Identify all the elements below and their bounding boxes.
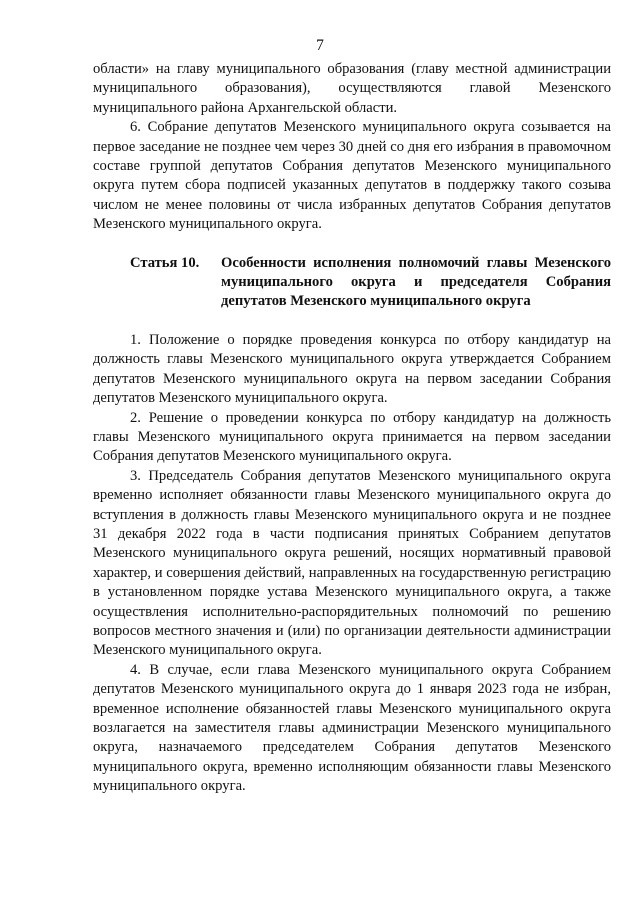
paragraph-item-4: 4. В случае, если глава Мезенского муниципального округа Собранием депутатов Мезенского муниципального округа до 1 января 2023 года не избран, временное исполнение обязанностей главы Мезенского муниципального округа возлагается на заместителя главы администрации Мезенского муниципального округа, назначаемого председателем Собрания депутатов Мезенского муниципального округа, временно исполняющим обязанности главы Мезенского муниципального округа. xyxy=(93,661,611,795)
paragraph-item-3: 3. Председатель Собрания депутатов Мезенского муниципального округа временно исполняет обязанности главы Мезенского муниципального округа до вступления в должность главы Мезенского муниципального округа и не позднее 31 декабря 2022 года в части подписания принятых Собранием депутатов Мезенского муниципального округа решений, носящих нормативный правовой характер, и совершения действий, направленных на государственную регистрацию в установленном порядке устава Мезенского муниципального округа, а также осуществления исполнительно-распорядительных полномочий по решению вопросов местного значения и (или) по организации деятельности администрации Мезенского муниципального округа. xyxy=(93,467,611,659)
paragraph-continuation: области» на главу муниципального образования (главу местной администрации муниципального образования), осуществляются главой Мезенского муниципального района Архангельской области. xyxy=(93,61,611,116)
page-number: 7 xyxy=(316,37,324,54)
paragraph-item-6: 6. Собрание депутатов Мезенского муниципального округа созывается на первое заседание не позднее чем через 30 дней со дня его избрания в правомочном составе группой депутатов Собрания депутатов Мезенского муниципального округа путем сбора подписей указанных депутатов в поддержку такого созыва числом не менее половины от числа избранных депутатов Собрания депутатов Мезенского муниципального округа. xyxy=(93,119,611,233)
article-title: Особенности исполнения полномочий главы Мезенского муниципального округа и председателя Собрания депутатов Мезенского муниципального округа xyxy=(221,254,611,310)
article-heading xyxy=(93,254,611,312)
document-body xyxy=(93,60,611,797)
article-number: Статья 10. xyxy=(130,254,200,271)
paragraph-item-1: 1. Положение о порядке проведения конкурса по отбору кандидатур на должность главы Мезенского муниципального округа утверждается Собранием депутатов Мезенского муниципального округа на первом заседании Собрания депутатов Мезенского муниципального округа. xyxy=(93,331,611,407)
paragraph-item-2: 2. Решение о проведении конкурса по отбору кандидатур на должность главы Мезенского муниципального округа принимается на первом заседании Собрания депутатов Мезенского муниципального округа. xyxy=(93,409,611,465)
